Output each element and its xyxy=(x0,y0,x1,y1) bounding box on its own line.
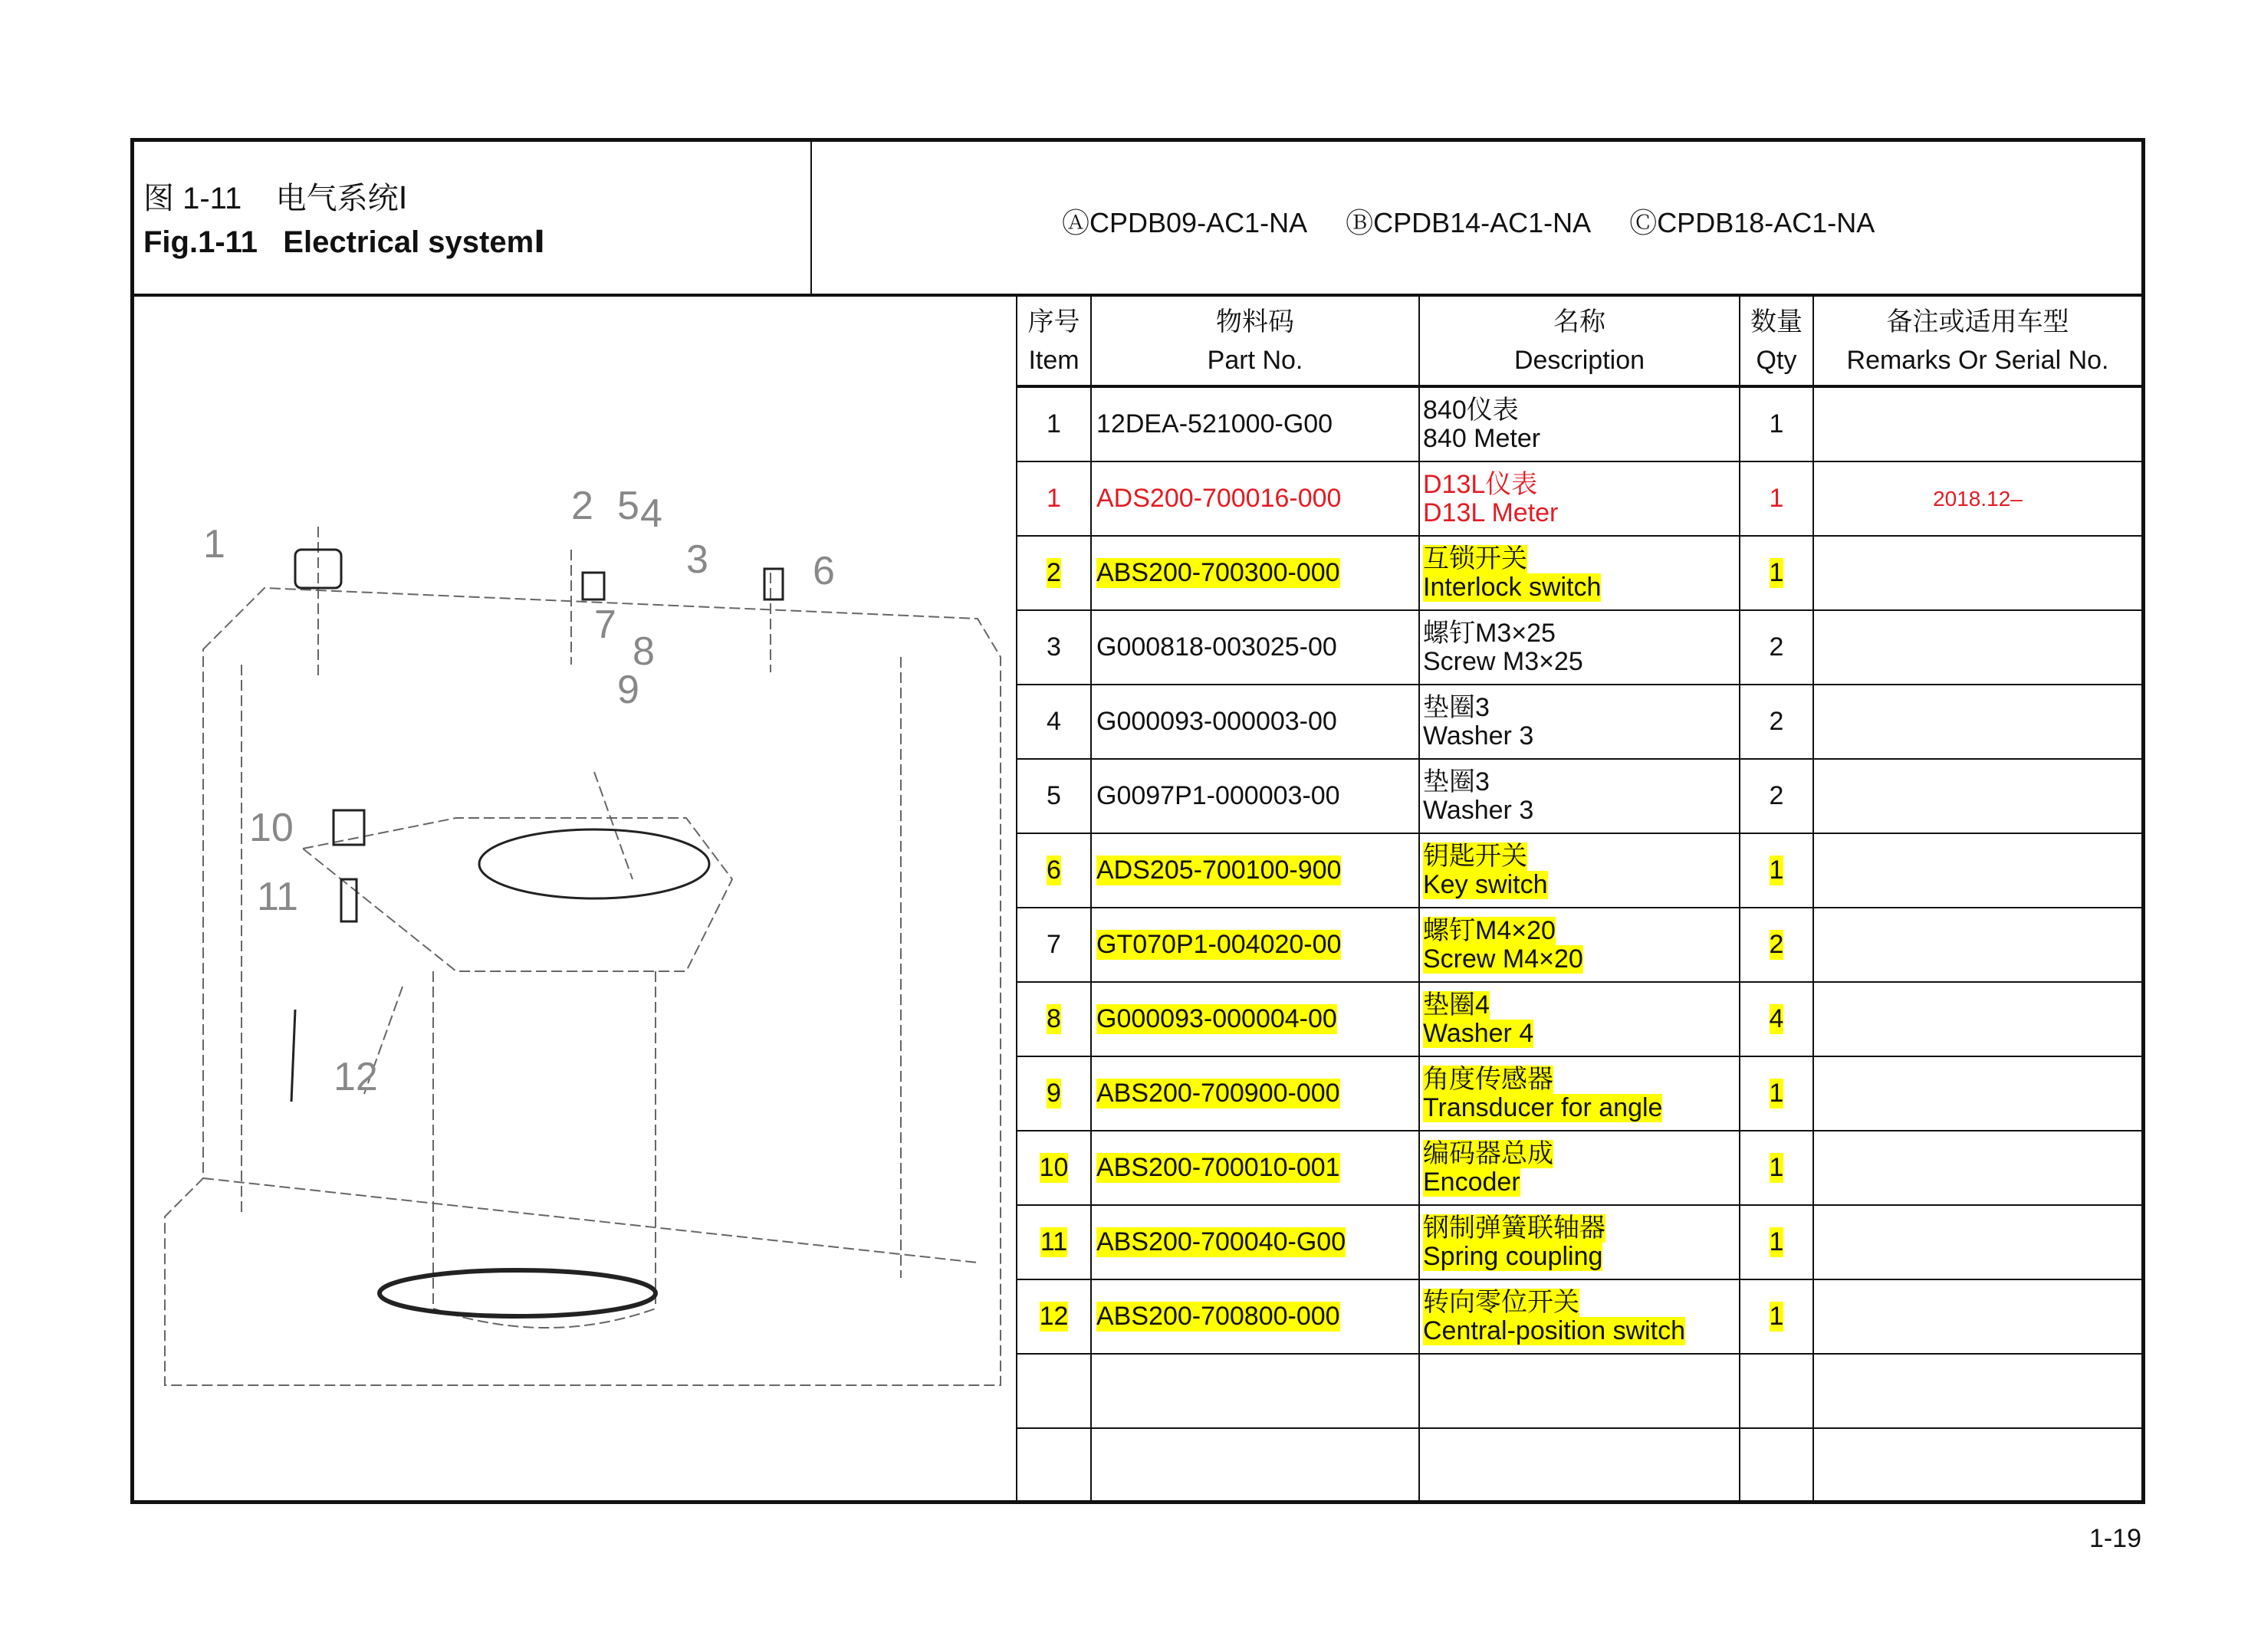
qty-cell: 2 xyxy=(1739,908,1812,981)
part-no-cell: ABS200-700010-001 xyxy=(1090,1131,1418,1204)
part-no-cell xyxy=(1090,1429,1418,1502)
model-c: ⒸCPDB18-AC1-NA xyxy=(1629,207,1875,238)
col-remarks: 备注或适用车型 Remarks Or Serial No. xyxy=(1812,297,2141,385)
table-row xyxy=(1016,685,2141,760)
remarks-cell xyxy=(1812,388,2141,461)
figure-title-cn: 图 1-11 电气系统Ⅰ xyxy=(143,182,408,215)
exploded-drawing xyxy=(134,297,1016,1500)
callout-12: 12 xyxy=(334,1055,378,1099)
callout-4: 4 xyxy=(640,491,662,536)
remarks-cell xyxy=(1812,1131,2141,1204)
description-cell: 编码器总成 Encoder xyxy=(1418,1131,1739,1204)
part-no-cell: ABS200-700800-000 xyxy=(1090,1280,1418,1353)
figure-title-en: Fig.1-11 Electrical systemⅠ xyxy=(143,225,546,259)
remarks-cell xyxy=(1812,760,2141,833)
qty-cell: 1 xyxy=(1739,834,1812,907)
item-cell: 3 xyxy=(1016,611,1090,684)
description-cell: 转向零位开关 Central-position switch xyxy=(1418,1280,1739,1353)
remarks-cell xyxy=(1812,983,2141,1056)
remarks-cell xyxy=(1812,1280,2141,1353)
item-cell: 4 xyxy=(1016,685,1090,758)
qty-cell: 1 xyxy=(1739,1057,1812,1130)
callout-10: 10 xyxy=(249,806,294,850)
item-cell: 11 xyxy=(1016,1206,1090,1279)
header-divider xyxy=(810,142,812,295)
table-row xyxy=(1016,1131,2141,1206)
description-cell: 垫圈4 Washer 4 xyxy=(1418,983,1739,1056)
model-a: ⒶCPDB09-AC1-NA xyxy=(1062,207,1308,238)
col-qty: 数量 Qty xyxy=(1739,297,1812,385)
description-cell: 螺钉M4×20 Screw M4×20 xyxy=(1418,908,1739,981)
description-cell: D13L仪表 D13L Meter xyxy=(1418,462,1739,535)
table-row xyxy=(1016,1206,2141,1280)
qty-cell: 1 xyxy=(1739,1280,1812,1353)
part-no-cell: ADS205-700100-900 xyxy=(1090,834,1418,907)
parts-table xyxy=(1016,297,2141,1503)
part-no-cell: G0097P1-000003-00 xyxy=(1090,760,1418,833)
part-no-cell: 12DEA-521000-G00 xyxy=(1090,388,1418,461)
remarks-cell xyxy=(1812,611,2141,684)
qty-cell: 2 xyxy=(1739,760,1812,833)
parts-page-frame xyxy=(130,138,2145,1504)
qty-cell xyxy=(1739,1355,1812,1427)
callout-8: 8 xyxy=(633,629,655,674)
callout-9: 9 xyxy=(617,668,639,712)
col-description: 名称 Description xyxy=(1418,297,1739,385)
qty-cell: 1 xyxy=(1739,462,1812,535)
callout-3: 3 xyxy=(686,537,708,582)
remarks-cell xyxy=(1812,537,2141,609)
table-row xyxy=(1016,1280,2141,1355)
part-no-cell: GT070P1-004020-00 xyxy=(1090,908,1418,981)
callout-5: 5 xyxy=(617,484,639,528)
description-cell: 互锁开关 Interlock switch xyxy=(1418,537,1739,609)
item-cell: 9 xyxy=(1016,1057,1090,1130)
callout-11: 11 xyxy=(257,875,298,919)
table-row xyxy=(1016,834,2141,908)
part-no-cell: ABS200-700040-G00 xyxy=(1090,1206,1418,1279)
table-row xyxy=(1016,760,2141,834)
remarks-cell xyxy=(1812,834,2141,907)
part-no-cell: ADS200-700016-000 xyxy=(1090,462,1418,535)
description-cell xyxy=(1418,1355,1739,1427)
description-cell: 角度传感器 Transducer for angle xyxy=(1418,1057,1739,1130)
table-header xyxy=(1016,297,2141,388)
page-number: 1-19 xyxy=(2088,1524,2141,1553)
col-part-no: 物料码 Part No. xyxy=(1090,297,1418,385)
part-no-cell: G000093-000003-00 xyxy=(1090,685,1418,758)
qty-cell: 4 xyxy=(1739,983,1812,1056)
remarks-cell xyxy=(1812,1206,2141,1279)
part-no-cell: G000093-000004-00 xyxy=(1090,983,1418,1056)
item-cell: 6 xyxy=(1016,834,1090,907)
remarks-cell xyxy=(1812,908,2141,981)
qty-cell: 1 xyxy=(1739,1206,1812,1279)
item-cell: 1 xyxy=(1016,388,1090,461)
table-row xyxy=(1016,537,2141,611)
item-cell: 10 xyxy=(1016,1131,1090,1204)
item-cell: 7 xyxy=(1016,908,1090,981)
description-cell: 840仪表 840 Meter xyxy=(1418,388,1739,461)
item-cell: 8 xyxy=(1016,983,1090,1056)
table-row xyxy=(1016,611,2141,685)
remarks-cell xyxy=(1812,685,2141,758)
qty-cell xyxy=(1739,1429,1812,1502)
item-cell: 5 xyxy=(1016,760,1090,833)
qty-cell: 2 xyxy=(1739,611,1812,684)
qty-cell: 1 xyxy=(1739,537,1812,609)
qty-cell: 2 xyxy=(1739,685,1812,758)
description-cell: 垫圈3 Washer 3 xyxy=(1418,685,1739,758)
remarks-cell xyxy=(1812,1057,2141,1130)
model-list xyxy=(1062,202,1875,241)
item-cell xyxy=(1016,1429,1090,1502)
part-no-cell: ABS200-700900-000 xyxy=(1090,1057,1418,1130)
table-row xyxy=(1016,1355,2141,1429)
part-no-cell xyxy=(1090,1355,1418,1427)
model-b: ⒷCPDB14-AC1-NA xyxy=(1346,207,1592,238)
table-row xyxy=(1016,1429,2141,1503)
col-item: 序号 Item xyxy=(1016,297,1090,385)
item-cell: 2 xyxy=(1016,537,1090,609)
description-cell: 螺钉M3×25 Screw M3×25 xyxy=(1418,611,1739,684)
table-row xyxy=(1016,908,2141,983)
description-cell: 钥匙开关 Key switch xyxy=(1418,834,1739,907)
remarks-cell xyxy=(1812,1355,2141,1427)
table-row xyxy=(1016,462,2141,537)
item-cell xyxy=(1016,1355,1090,1427)
remarks-cell: 2018.12– xyxy=(1812,462,2141,535)
description-cell: 垫圈3 Washer 3 xyxy=(1418,760,1739,833)
item-cell: 12 xyxy=(1016,1280,1090,1353)
callout-2: 2 xyxy=(571,484,593,528)
qty-cell: 1 xyxy=(1739,388,1812,461)
description-cell xyxy=(1418,1429,1739,1502)
part-no-cell: ABS200-700300-000 xyxy=(1090,537,1418,609)
callout-7: 7 xyxy=(594,603,616,647)
qty-cell: 1 xyxy=(1739,1131,1812,1204)
table-row xyxy=(1016,388,2141,462)
remarks-cell xyxy=(1812,1429,2141,1502)
table-row xyxy=(1016,983,2141,1057)
item-cell: 1 xyxy=(1016,462,1090,535)
callout-6: 6 xyxy=(813,549,835,593)
table-row xyxy=(1016,1057,2141,1131)
part-no-cell: G000818-003025-00 xyxy=(1090,611,1418,684)
callout-1: 1 xyxy=(203,522,225,567)
description-cell: 钢制弹簧联轴器 Spring coupling xyxy=(1418,1206,1739,1279)
